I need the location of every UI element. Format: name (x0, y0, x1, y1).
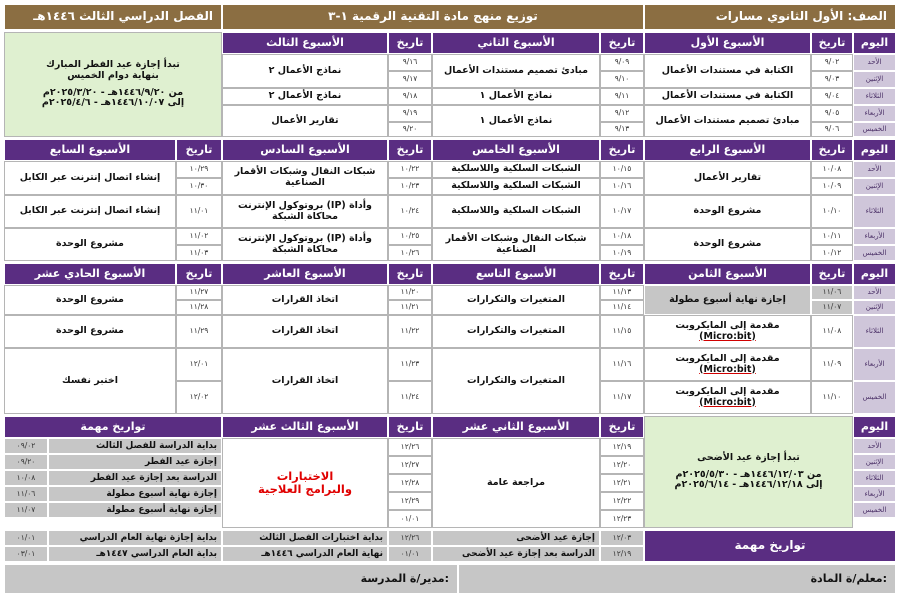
w9-lesson: المتغيرات والتكرارات (432, 285, 600, 315)
day-wed: الأربعاء (853, 486, 896, 502)
w13-exams (222, 438, 388, 528)
w12-date: ١٢/٢٠ (600, 456, 644, 474)
w6-lesson: بروتوكول الإنترنت (IP) وأداة محاكاة الشبكة (222, 228, 388, 261)
w5-date-header: تاريخ (600, 139, 644, 161)
w3-date: ٩/١٨ (388, 88, 432, 105)
w8-date: ١١/٠٦ (811, 285, 853, 300)
w1-lesson: الكتابة في مستندات الأعمال (644, 88, 811, 105)
day-sun: الأحد (853, 285, 896, 300)
note-line: تبدأ إجازة عيد الفطر المبارك (46, 58, 180, 70)
day-sun: الأحد (853, 54, 896, 71)
day-tue: الثلاثاء (853, 88, 896, 105)
w5-header: الأسبوع الخامس (432, 139, 600, 161)
note-line: إلى ١٤٤٦/١٢/١٨هـ - ٢٠٢٥/٦/١٤م (674, 479, 823, 491)
w1-date-header: تاريخ (811, 32, 853, 54)
w10-date-header: تاريخ (388, 263, 432, 285)
w7-date: ١٠/٣٠ (176, 178, 222, 195)
event-label: بداية اختبارات الفصل الثالث (222, 530, 388, 546)
event-date: ٠٣/٠١ (4, 546, 48, 562)
w10-date: ١١/٢٤ (388, 381, 432, 414)
w1-date: ٩/٠٢ (811, 54, 853, 71)
important-dates-box: تواريخ مهمة (644, 530, 896, 562)
note-line: تبدأ إجازة عيد الأضحى (697, 451, 800, 463)
w2-date: ٩/١٣ (600, 122, 644, 137)
day-wed: الأربعاء (853, 348, 896, 381)
event-label: إجازة عيد الفطر (48, 454, 222, 470)
w13-date: ١٢/٢٨ (388, 474, 432, 492)
event-date: ٠١/٠١ (4, 530, 48, 546)
event-label: الدراسة بعد إجازة عيد الأضحى (432, 546, 600, 562)
w4-lesson: تقارير الأعمال (644, 161, 811, 195)
w6-date: ١٠/٢٦ (388, 245, 432, 261)
w1-date: ٩/٠٥ (811, 105, 853, 122)
w11-lesson: مشروع الوحدة (4, 315, 176, 348)
w6-date: ١٠/٢٥ (388, 228, 432, 245)
course-title: توزيع منهج مادة التقنية الرقمية ١-٣ (222, 4, 644, 30)
day-header: اليوم (853, 32, 896, 54)
w2-date-header: تاريخ (600, 32, 644, 54)
w1-date: ٩/٠٣ (811, 71, 853, 88)
day-thu: الخميس (853, 245, 896, 261)
w13-date: ٠١/٠١ (388, 510, 432, 528)
w3-date: ٩/١٦ (388, 54, 432, 71)
w9-date: ١١/١٤ (600, 300, 644, 315)
w6-date: ١٠/٢٣ (388, 178, 432, 195)
w4-date-header: تاريخ (811, 139, 853, 161)
w13-date: ١٢/٢٦ (388, 438, 432, 456)
w9-date-header: تاريخ (600, 263, 644, 285)
w3-lesson: نماذج الأعمال ٢ (222, 54, 388, 88)
exam-line: الاختبارات (276, 468, 334, 483)
w6-lesson: بروتوكول الإنترنت (IP) وأداة محاكاة الشبكة (222, 195, 388, 228)
day-header: اليوم (853, 263, 896, 285)
event-date: ١٢/١٩ (600, 546, 644, 562)
w8-header: الأسبوع الثامن (644, 263, 811, 285)
w9-header: الأسبوع التاسع (432, 263, 600, 285)
w5-lesson: الشبكات السلكية واللاسلكية (432, 195, 600, 228)
event-date: ٠٩/٢٠ (4, 454, 48, 470)
principal-signature: مدير/ة المدرسة: (4, 564, 458, 594)
class-label: الصف: الأول الثانوي مسارات (644, 4, 896, 30)
teacher-signature: معلم/ة المادة: (458, 564, 896, 594)
w13-date: ١٢/٢٩ (388, 492, 432, 510)
w7-date: ١٠/٢٩ (176, 161, 222, 178)
day-wed: الأربعاء (853, 105, 896, 122)
w3-lesson: نماذج الأعمال ٢ (222, 88, 388, 105)
w8-date: ١١/٠٨ (811, 315, 853, 348)
w1-lesson: الكتابة في مستندات الأعمال (644, 54, 811, 88)
lesson-title: مقدمة إلى المايكروبت (675, 352, 780, 364)
w7-lesson: إنشاء اتصال إنترنت عبر الكابل (4, 195, 176, 228)
day-mon: الإثنين (853, 454, 896, 470)
w8-lesson (644, 348, 811, 381)
w4-lesson: مشروع الوحدة (644, 228, 811, 261)
note-line: بنهاية دوام الخميس (67, 69, 159, 81)
w11-header: الأسبوع الحادي عشر (4, 263, 176, 285)
event-date: ٠١/٠١ (388, 546, 432, 562)
w1-lesson: مبادئ تصميم مستندات الأعمال (644, 105, 811, 137)
lesson-subtitle: (Micro:bit) (699, 363, 756, 375)
w7-date-header: تاريخ (176, 139, 222, 161)
w7-header: الأسبوع السابع (4, 139, 176, 161)
w10-date: ١١/٢١ (388, 300, 432, 315)
w2-date: ٩/١٢ (600, 105, 644, 122)
w2-lesson: نماذج الأعمال ١ (432, 105, 600, 137)
eid-fitr-note (4, 32, 222, 137)
w12-date: ١٢/٢٣ (600, 510, 644, 528)
w6-date: ١٠/٢٢ (388, 161, 432, 178)
w7-date: ١١/٠١ (176, 195, 222, 228)
w11-date: ١٢/٠٢ (176, 381, 222, 414)
w10-lesson: اتخاذ القرارات (222, 285, 388, 315)
w1-header: الأسبوع الأول (644, 32, 811, 54)
w9-lesson: المتغيرات والتكرارات (432, 348, 600, 414)
w8-date-header: تاريخ (811, 263, 853, 285)
w5-date: ١٠/١٥ (600, 161, 644, 178)
w13-header: الأسبوع الثالث عشر (222, 416, 388, 438)
w10-date: ١١/٢٠ (388, 285, 432, 300)
w4-date: ١٠/١١ (811, 228, 853, 245)
w12-header: الأسبوع الثاني عشر (432, 416, 600, 438)
w12-date: ١٢/١٩ (600, 438, 644, 456)
note-line: من ١٤٤٦/١٢/٠٣هـ - ٢٠٢٥/٥/٣٠م (675, 468, 822, 480)
day-header: اليوم (853, 416, 896, 438)
w9-date: ١١/١٧ (600, 381, 644, 414)
w10-header: الأسبوع العاشر (222, 263, 388, 285)
w8-date: ١١/٠٩ (811, 348, 853, 381)
w4-header: الأسبوع الرابع (644, 139, 811, 161)
day-sun: الأحد (853, 161, 896, 178)
w8-date: ١١/١٠ (811, 381, 853, 414)
exam-line: والبرامج العلاجية (257, 482, 353, 496)
w10-lesson: اتخاذ القرارات (222, 315, 388, 348)
w11-date: ١١/٢٨ (176, 300, 222, 315)
w6-lesson: شبكات النقال وشبكات الأقمار الصناعية (222, 161, 388, 195)
w4-lesson: مشروع الوحدة (644, 195, 811, 228)
w8-date: ١١/٠٧ (811, 300, 853, 315)
w10-lesson: اتخاذ القرارات (222, 348, 388, 414)
w2-date: ٩/١١ (600, 88, 644, 105)
day-wed: الأربعاء (853, 228, 896, 245)
w12-date: ١٢/٢١ (600, 474, 644, 492)
event-date: ١١/٠٦ (4, 486, 48, 502)
w3-date: ٩/١٧ (388, 71, 432, 88)
event-date: ٠٩/٠٢ (4, 438, 48, 454)
w6-date: ١٠/٢٤ (388, 195, 432, 228)
w4-date: ١٠/٠٩ (811, 178, 853, 195)
lesson-subtitle: (Micro:bit) (699, 396, 756, 408)
event-label: الدراسة بعد إجازة عيد الفطر (48, 470, 222, 486)
w5-lesson: الشبكات السلكية واللاسلكية (432, 161, 600, 178)
w7-date: ١١/٠٣ (176, 245, 222, 261)
w1-date: ٩/٠٦ (811, 122, 853, 137)
event-label: نهاية العام الدراسي ١٤٤٦هـ (222, 546, 388, 562)
w10-date: ١١/٢٣ (388, 348, 432, 381)
w9-lesson: المتغيرات والتكرارات (432, 315, 600, 348)
w2-lesson: نماذج الأعمال ١ (432, 88, 600, 105)
w6-date-header: تاريخ (388, 139, 432, 161)
w5-date: ١٠/١٨ (600, 228, 644, 245)
w3-date-header: تاريخ (388, 32, 432, 54)
day-mon: الإثنين (853, 300, 896, 315)
event-label: إجازة نهاية أسبوع مطولة (48, 502, 222, 518)
note-line: من ١٤٤٦/٩/٢٠هـ - ٢٠٢٥/٣/٢٠م (42, 86, 184, 98)
day-tue: الثلاثاء (853, 315, 896, 348)
day-mon: الإثنين (853, 178, 896, 195)
w11-date: ١٢/٠١ (176, 348, 222, 381)
semester-label: الفصل الدراسي الثالث ١٤٤٦هـ (4, 4, 222, 30)
w8-holiday: إجازة نهاية أسبوع مطولة (644, 285, 811, 315)
day-thu: الخميس (853, 381, 896, 414)
lesson-title: مقدمة إلى المايكروبت (675, 385, 780, 397)
day-thu: الخميس (853, 502, 896, 518)
event-label: بداية إجازة نهاية العام الدراسي (48, 530, 222, 546)
day-tue: الثلاثاء (853, 470, 896, 486)
lesson-title: مقدمة إلى المايكروبت (675, 319, 780, 331)
w11-lesson: اختبر نفسك (4, 348, 176, 414)
event-date: ١٢/٢٦ (388, 530, 432, 546)
day-sun: الأحد (853, 438, 896, 454)
event-label: إجازة نهاية أسبوع مطولة (48, 486, 222, 502)
event-date: ١٢/٠٣ (600, 530, 644, 546)
w1-date: ٩/٠٤ (811, 88, 853, 105)
w13-date-header: تاريخ (388, 416, 432, 438)
w2-date: ٩/١٠ (600, 71, 644, 88)
w6-header: الأسبوع السادس (222, 139, 388, 161)
w5-date: ١٠/١٩ (600, 245, 644, 261)
important-dates-header: تواريخ مهمة (4, 416, 222, 438)
w5-lesson: شبكات النقال وشبكات الأقمار الصناعية (432, 228, 600, 261)
day-mon: الإثنين (853, 71, 896, 88)
w2-header: الأسبوع الثاني (432, 32, 600, 54)
w9-date: ١١/١٥ (600, 315, 644, 348)
w7-lesson: إنشاء اتصال إنترنت عبر الكابل (4, 161, 176, 195)
day-tue: الثلاثاء (853, 195, 896, 228)
w5-date: ١٠/١٦ (600, 178, 644, 195)
day-header: اليوم (853, 139, 896, 161)
event-label: بداية العام الدراسي ١٤٤٧هـ (48, 546, 222, 562)
w4-date: ١٠/١٢ (811, 245, 853, 261)
w3-date: ٩/١٩ (388, 105, 432, 122)
w4-date: ١٠/٠٨ (811, 161, 853, 178)
note-line: إلى ١٤٤٦/١٠/٠٧هـ - ٢٠٢٥/٤/٦م (41, 97, 185, 109)
w8-lesson (644, 381, 811, 414)
w5-lesson: الشبكات السلكية واللاسلكية (432, 178, 600, 195)
w11-date: ١١/٢٧ (176, 285, 222, 300)
w11-date-header: تاريخ (176, 263, 222, 285)
event-label: بداية الدراسة للفصل الثالث (48, 438, 222, 454)
w11-lesson: مشروع الوحدة (4, 285, 176, 315)
w11-date: ١١/٢٩ (176, 315, 222, 348)
w9-date: ١١/١٣ (600, 285, 644, 300)
w7-lesson: مشروع الوحدة (4, 228, 176, 261)
w3-date: ٩/٢٠ (388, 122, 432, 137)
w12-date-header: تاريخ (600, 416, 644, 438)
w12-lesson: مراجعة عامة (432, 438, 600, 528)
w9-date: ١١/١٦ (600, 348, 644, 381)
w2-date: ٩/٠٩ (600, 54, 644, 71)
w5-date: ١٠/١٧ (600, 195, 644, 228)
event-label: إجازة عيد الأضحى (432, 530, 600, 546)
w8-lesson (644, 315, 811, 348)
lesson-subtitle: (Micro:bit) (699, 330, 756, 342)
day-thu: الخميس (853, 122, 896, 137)
w2-lesson: مبادئ تصميم مستندات الأعمال (432, 54, 600, 88)
w7-date: ١١/٠٢ (176, 228, 222, 245)
w4-date: ١٠/١٠ (811, 195, 853, 228)
w12-date: ١٢/٢٢ (600, 492, 644, 510)
w10-date: ١١/٢٢ (388, 315, 432, 348)
w3-lesson: تقارير الأعمال (222, 105, 388, 137)
event-date: ١٠/٠٨ (4, 470, 48, 486)
w3-header: الأسبوع الثالث (222, 32, 388, 54)
event-date: ١١/٠٧ (4, 502, 48, 518)
w13-date: ١٢/٢٧ (388, 456, 432, 474)
eid-adha-note (644, 416, 853, 528)
